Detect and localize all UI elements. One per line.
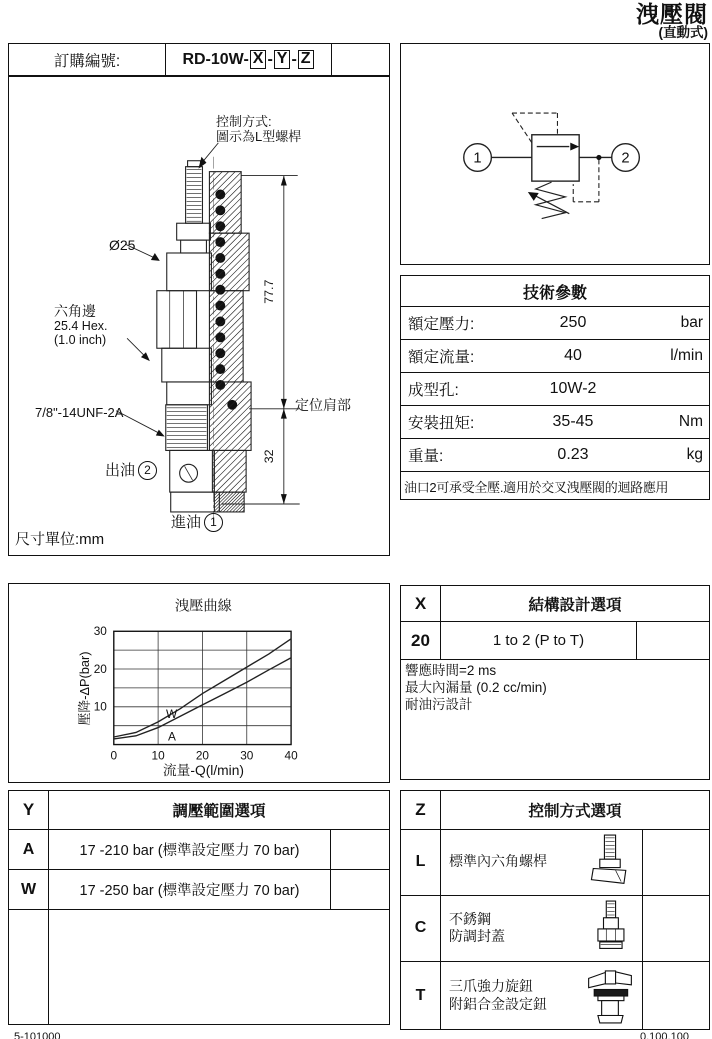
shoulder-label: 定位肩部 <box>295 397 351 413</box>
x-options-notes: 響應時間=2 ms 最大內漏量 (0.2 cc/min) 耐油污設計 <box>405 663 547 712</box>
svg-text:10: 10 <box>93 699 107 714</box>
x-options-title: 結構設計選項 <box>528 596 622 614</box>
table-row: 成型孔: 10W-2 <box>401 373 709 406</box>
svg-text:0: 0 <box>110 748 118 763</box>
order-code-x: X <box>250 50 267 69</box>
chart-ylabel: 壓降-ΔP(bar) <box>77 651 93 726</box>
control-type-note: 控制方式: 圖示為L型螺桿 <box>216 114 302 144</box>
table-row: 20 1 to 2 (P to T) <box>401 622 709 660</box>
chart-title: 洩壓曲線 <box>174 598 232 615</box>
seal-cap-icon <box>584 899 636 957</box>
table-row: W 17 -250 bar (標準設定壓力 70 bar) <box>9 870 389 910</box>
table-row: A 17 -210 bar (標準設定壓力 70 bar) <box>9 830 389 870</box>
z-options-code: Z <box>401 791 441 829</box>
hydraulic-symbol-box <box>400 43 710 265</box>
dimension-lines <box>221 176 299 504</box>
table-row: C 不銹鋼 防調封蓋 <box>401 896 709 963</box>
dimension-unit-note: 尺寸單位:mm <box>15 531 105 548</box>
svg-text:30: 30 <box>93 624 107 639</box>
table-row: L 標準內六角螺桿 <box>401 830 709 896</box>
relief-valve-symbol <box>401 44 708 263</box>
y-options-header <box>9 791 389 830</box>
dim-32-label: 32 <box>261 449 276 464</box>
socket-screw-icon <box>584 833 636 891</box>
z-options-title: 控制方式選項 <box>528 802 622 820</box>
title-block <box>636 2 708 40</box>
tech-note: 油口2可承受全壓.適用於交叉洩壓閥的迴路應用 <box>404 480 669 495</box>
dim-77-label: 77.7 <box>261 279 276 304</box>
svg-text:30: 30 <box>240 748 254 763</box>
footer-code-right: 0.100.100 <box>640 1031 689 1039</box>
chart-plot-area <box>94 624 298 762</box>
svg-text:40: 40 <box>284 748 298 763</box>
svg-text:20: 20 <box>93 661 107 676</box>
footer-code-left: 5-101000 <box>14 1031 61 1039</box>
y-options-empty-area <box>9 910 389 1024</box>
y-options-code: Y <box>9 791 49 829</box>
thread-spec-label: 7/8"-14UNF-2A <box>35 405 124 420</box>
order-code-sep: - <box>291 50 297 68</box>
y-options-box <box>8 790 390 1025</box>
svg-text:A: A <box>167 729 176 744</box>
symbol-port1: 1 <box>473 150 482 167</box>
order-empty-cell <box>332 44 389 75</box>
relief-curve-chart-box <box>8 583 390 783</box>
table-row: 額定流量: 40 l/min <box>401 340 709 373</box>
wing-knob-icon <box>584 967 636 1025</box>
chart-xlabel: 流量-Q(l/min) <box>162 763 245 779</box>
relief-curve-chart <box>9 584 388 781</box>
valve-drawing-box <box>8 76 390 556</box>
svg-text:W: W <box>165 706 178 721</box>
diameter-label: Ø25 <box>109 237 136 253</box>
symbol-port2: 2 <box>621 150 630 167</box>
y-options-title: 調壓範圍選項 <box>172 803 266 820</box>
table-row: 額定壓力: 250 bar <box>401 307 709 340</box>
order-code <box>166 44 332 75</box>
order-code-sep: - <box>267 50 273 68</box>
page-title: 洩壓閥 <box>636 1 708 27</box>
svg-text:10: 10 <box>151 748 165 763</box>
hex-size-label: 六角邊 25.4 Hex. (1.0 inch) <box>54 303 108 348</box>
table-row: 重量: 0.23 kg <box>401 439 709 472</box>
order-number-box <box>8 43 390 76</box>
order-code-prefix: RD-10W- <box>182 50 249 68</box>
x-options-box <box>400 585 710 780</box>
port1-label: 進油 1 <box>171 513 223 532</box>
order-code-z: Z <box>298 50 314 69</box>
port1-circle: 1 <box>204 513 223 532</box>
order-number-label: 訂購編號: <box>9 44 166 75</box>
order-code-y: Y <box>274 50 291 69</box>
svg-text:20: 20 <box>195 748 210 763</box>
table-row: T 三爪強力旋鈕 附鋁合金設定鈕 <box>401 962 709 1029</box>
x-options-header <box>401 586 709 622</box>
technical-parameters-table <box>400 275 710 500</box>
port2-circle: 2 <box>138 461 157 480</box>
z-options-header <box>401 791 709 830</box>
table-row: 安裝扭矩: 35-45 Nm <box>401 406 709 439</box>
z-options-box <box>400 790 710 1030</box>
tech-table-title: 技術參數 <box>401 276 709 307</box>
page-subtitle: (直動式) <box>658 25 708 41</box>
x-options-code: X <box>401 586 441 621</box>
port2-label: 出油 2 <box>105 461 157 480</box>
